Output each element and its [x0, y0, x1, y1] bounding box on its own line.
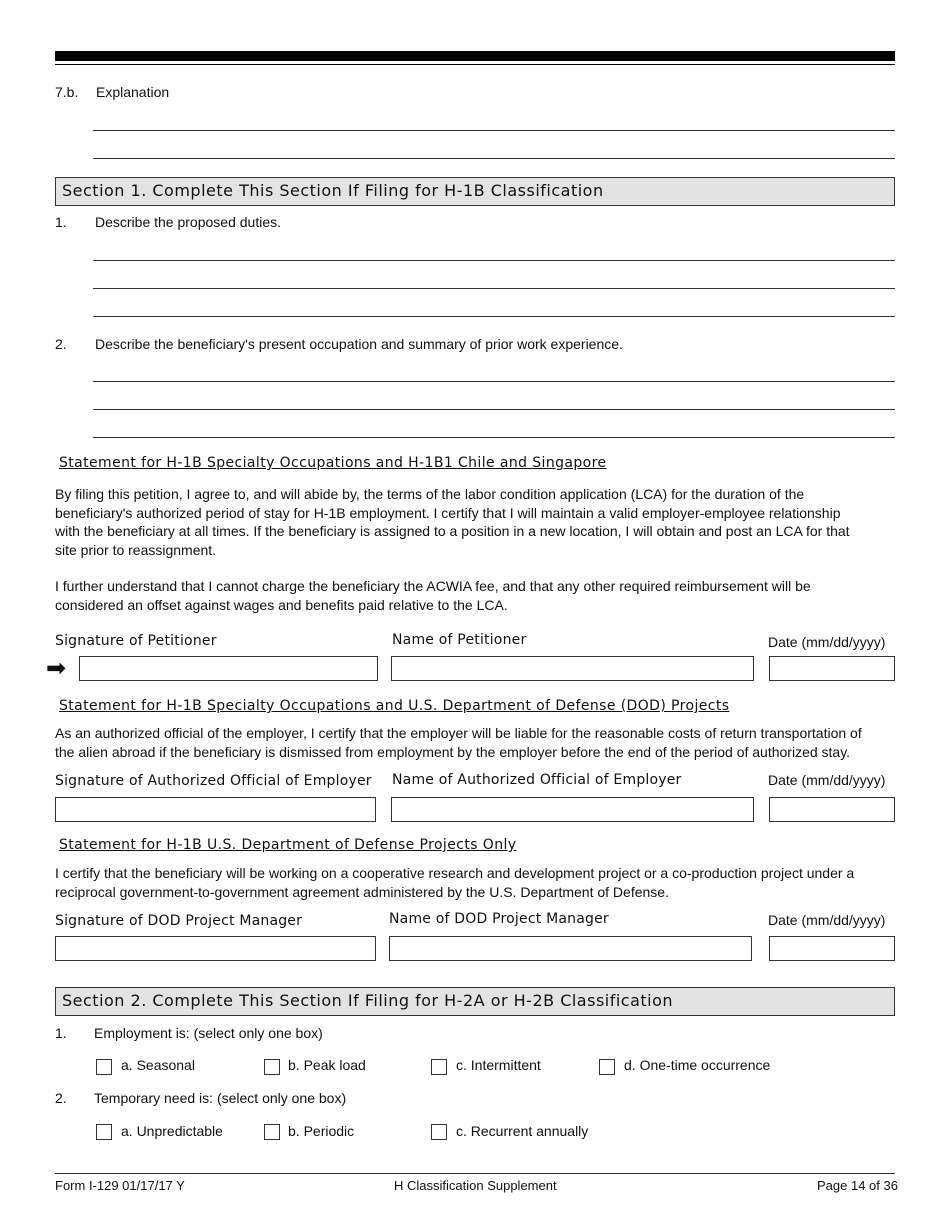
- peak-load-checkbox[interactable]: [264, 1059, 280, 1075]
- explanation-line-2[interactable]: [93, 158, 895, 159]
- dod-name-field[interactable]: [389, 936, 752, 961]
- header-thick-rule: [55, 51, 895, 61]
- footer-title: H Classification Supplement: [394, 1178, 557, 1193]
- recurrent-annually-label: c. Recurrent annually: [456, 1123, 589, 1139]
- intermittent-checkbox[interactable]: [431, 1059, 447, 1075]
- section1-header: [55, 177, 895, 206]
- one-time-occurrence-checkbox[interactable]: [599, 1059, 615, 1075]
- stmt3-line: reciprocal government-to-government agreement administered by the U.S. Department of Defense.: [55, 883, 669, 900]
- footer-form-id: Form I-129 01/17/17 Y: [55, 1178, 185, 1193]
- stmt3-heading: Statement for H-1B U.S. Department of Defense Projects Only: [59, 837, 517, 853]
- dod-signature-label: Signature of DOD Project Manager: [55, 913, 303, 929]
- petitioner-date-field[interactable]: [769, 656, 895, 681]
- stmt2-heading: Statement for H-1B Specialty Occupations and U.S. Department of Defense (DOD) Projects: [59, 698, 730, 714]
- s1-q2-text: Describe the beneficiary's present occupation and summary of prior work experience.: [95, 336, 623, 352]
- stmt3-paragraph: [55, 864, 895, 901]
- s1-q1-text: Describe the proposed duties.: [95, 214, 281, 230]
- explanation-line-1[interactable]: [93, 130, 895, 131]
- dod-signature-field[interactable]: [55, 936, 376, 961]
- header-thin-rule: [55, 64, 895, 65]
- footer-page-number: Page 14 of 36: [817, 1178, 898, 1193]
- section2-header: [55, 987, 895, 1016]
- periodic-label: b. Periodic: [288, 1123, 355, 1139]
- stmt2-line: As an authorized official of the employer, I certify that the employer will be liable for the reasonable costs of return transportation of: [55, 725, 862, 741]
- official-name-field[interactable]: [391, 797, 754, 822]
- official-date-field[interactable]: [769, 797, 895, 822]
- stmt1-p1-line: By filing this petition, I agree to, and will abide by, the terms of the labor condition application (LCA) for the duration of the: [55, 486, 805, 502]
- duties-line-1[interactable]: [93, 260, 895, 261]
- petitioner-name-field[interactable]: [391, 656, 754, 681]
- stmt2-line: the alien abroad if the beneficiary is dismissed from employment by the employer before the end of the period of authorized stay.: [55, 743, 851, 760]
- one-time-occurrence-label: d. One-time occurrence: [624, 1057, 771, 1073]
- stmt1-p2-line: considered an offset against wages and benefits paid relative to the LCA.: [55, 596, 508, 613]
- unpredictable-label: a. Unpredictable: [121, 1123, 223, 1139]
- unpredictable-checkbox[interactable]: [96, 1124, 112, 1140]
- official-signature-field[interactable]: [55, 797, 376, 822]
- dod-date-label: Date (mm/dd/yyyy): [768, 912, 886, 928]
- official-date-label: Date (mm/dd/yyyy): [768, 772, 886, 788]
- footer-rule: [55, 1173, 895, 1174]
- experience-line-3[interactable]: [93, 437, 895, 438]
- stmt1-p1-line: with the beneficiary at all times. If the beneficiary is assigned to a position in a new location, I will obtain and post an LCA for that: [55, 523, 850, 539]
- stmt1-p1-line: site prior to reassignment.: [55, 541, 217, 558]
- section1-title: Section 1. Complete This Section If Filing for H-1B Classification: [62, 181, 604, 200]
- experience-line-2[interactable]: [93, 409, 895, 410]
- duties-line-2[interactable]: [93, 288, 895, 289]
- petitioner-signature-label: Signature of Petitioner: [55, 633, 217, 649]
- peak-load-label: b. Peak load: [288, 1057, 366, 1073]
- stmt1-heading: Statement for H-1B Specialty Occupations and H-1B1 Chile and Singapore: [59, 455, 607, 471]
- seasonal-checkbox[interactable]: [96, 1059, 112, 1075]
- recurrent-annually-checkbox[interactable]: [431, 1124, 447, 1140]
- s2-q2-number: 2.: [55, 1090, 67, 1106]
- petitioner-date-label: Date (mm/dd/yyyy): [768, 634, 886, 650]
- s2-q2-text: Temporary need is: (select only one box): [94, 1090, 347, 1106]
- duties-line-3[interactable]: [93, 316, 895, 317]
- stmt2-paragraph: [55, 724, 895, 761]
- stmt1-paragraph-2: [55, 577, 895, 614]
- stmt1-p1-line: beneficiary's authorized period of stay for H-1B employment. I certify that I will maintain a valid employer-employee relationship: [55, 504, 841, 521]
- s1-q1-number: 1.: [55, 214, 67, 230]
- petitioner-signature-field[interactable]: [79, 656, 378, 681]
- stmt1-p2-line: I further understand that I cannot charge the beneficiary the ACWIA fee, and that any other required reimbursement will be: [55, 578, 811, 594]
- s2-q1-text: Employment is: (select only one box): [94, 1025, 323, 1041]
- stmt1-paragraph-1: [55, 485, 895, 559]
- official-signature-label: Signature of Authorized Official of Employer: [55, 773, 372, 789]
- s1-q2-number: 2.: [55, 336, 67, 352]
- dod-date-field[interactable]: [769, 936, 895, 961]
- experience-line-1[interactable]: [93, 381, 895, 382]
- intermittent-label: c. Intermittent: [456, 1057, 541, 1073]
- dod-name-label: Name of DOD Project Manager: [389, 911, 609, 927]
- stmt3-line: I certify that the beneficiary will be working on a cooperative research and development project or a co-production project under a: [55, 865, 855, 881]
- petitioner-name-label: Name of Petitioner: [392, 632, 527, 648]
- s2-q1-number: 1.: [55, 1025, 67, 1041]
- official-name-label: Name of Authorized Official of Employer: [392, 772, 682, 788]
- periodic-checkbox[interactable]: [264, 1124, 280, 1140]
- arrow-right-icon: ➡: [46, 654, 67, 682]
- item-7b-number: 7.b.: [55, 84, 79, 100]
- section2-title: Section 2. Complete This Section If Filing for H-2A or H-2B Classification: [62, 991, 674, 1010]
- item-7b-label: Explanation: [96, 84, 170, 100]
- seasonal-label: a. Seasonal: [121, 1057, 195, 1073]
